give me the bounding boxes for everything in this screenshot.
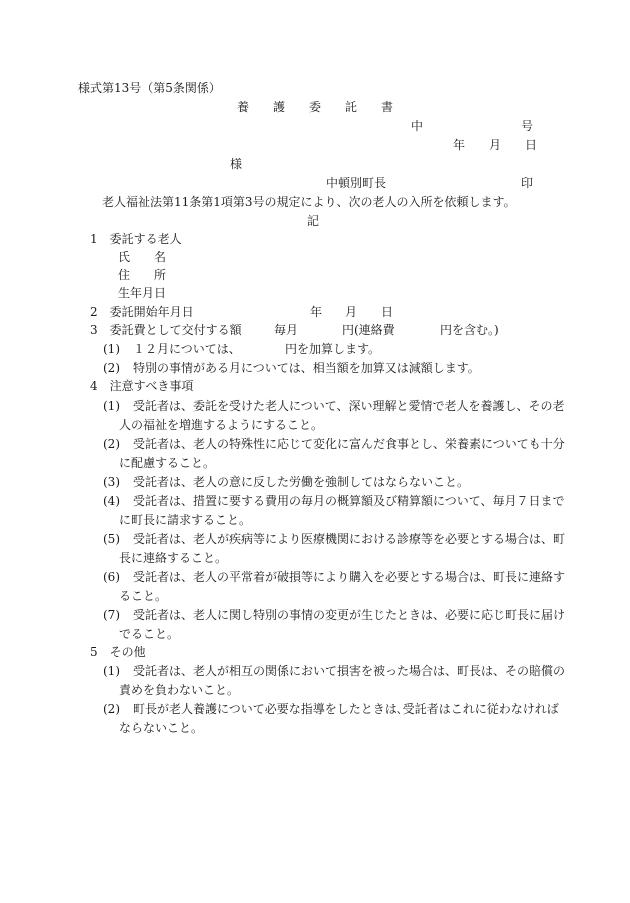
s4-item3-line1: 受託者は、老人の意に反した労働を強制してはならないこと。 [133, 475, 470, 489]
date-line: 年 月 日 [453, 138, 538, 152]
s4-item6-number: (6) [103, 570, 120, 584]
number-suffix: 号 [521, 119, 534, 133]
yen-fukumu-label: 円を含む。) [440, 323, 499, 337]
issuer-name: 中頓別町長 [326, 176, 387, 190]
start-month-label: 月 [345, 305, 358, 319]
form-label: 様式第13号（第5条関係） [78, 81, 221, 95]
addressee-suffix: 様 [230, 157, 243, 171]
section3-heading: 3 委託費として交付する額 [90, 323, 242, 337]
s5-item2-number: (2) [103, 702, 120, 716]
s5-item2-line2: ならないこと。 [119, 721, 204, 735]
seal-mark: 印 [521, 176, 534, 190]
section4-heading: 4 注意すべき事項 [90, 379, 194, 393]
s4-item3-number: (3) [103, 475, 120, 489]
s4-item4-line2: に町長に請求すること。 [119, 513, 252, 527]
s4-item2-line1: 受託者は、老人の特殊性に応じて変化に富んだ食事とし、栄養素についても十分 [133, 437, 565, 451]
s4-item2-line2: に配慮すること。 [119, 456, 216, 470]
s3-item2-number: (2) [103, 361, 120, 375]
s4-item2-number: (2) [103, 437, 120, 451]
s4-item4-line1: 受託者は、措置に要する費用の毎月の概算額及び精算額について、毎月７日まで [133, 494, 565, 508]
field-name-label: 氏 名 [118, 250, 167, 264]
monthly-label: 毎月 [274, 323, 299, 337]
s4-item6-line1: 受託者は、老人の平常着が破損等により購入を必要とする場合は、町長に連絡す [133, 570, 566, 584]
start-day-label: 日 [381, 305, 394, 319]
document-title: 養 護 委 託 書 [237, 100, 394, 114]
s5-item1-line1: 受託者は、老人が相互の関係において損害を被った場合は、町長は、その賠償の [133, 664, 566, 678]
field-birth-label: 生年月日 [118, 286, 167, 300]
s3-item2-text: 特別の事情がある月については、相当額を加算又は減額します。 [133, 361, 480, 375]
yen-renraku-label: 円(連絡費 [342, 323, 395, 337]
s4-item5-line2: 長に連絡すること。 [119, 551, 228, 565]
s3-item1-text-a: １２月については、 [133, 342, 241, 356]
s4-item5-line1: 受託者は、老人が疾病等により医療機関における診療等を必要とする場合は、町 [133, 532, 566, 546]
s4-item1-line2: 人の福祉を増進するようにすること。 [119, 418, 324, 432]
s4-item1-number: (1) [103, 399, 120, 413]
s4-item5-number: (5) [103, 532, 120, 546]
s5-item1-line2: 責めを負わないこと。 [119, 683, 240, 697]
s4-item6-line2: ること。 [119, 589, 168, 603]
section2-heading: 2 委託開始年月日 [90, 305, 194, 319]
start-year-label: 年 [310, 305, 323, 319]
field-address-label: 住 所 [118, 268, 167, 282]
s5-item1-number: (1) [103, 664, 120, 678]
intro-text: 老人福祉法第11条第1項第3号の規定により、次の老人の入所を依頼します。 [102, 195, 516, 209]
s3-item1-text-b: 円を加算します。 [285, 342, 381, 356]
s4-item4-number: (4) [103, 494, 120, 508]
section5-heading: 5 その他 [90, 645, 146, 659]
s4-item1-line1: 受託者は、委託を受けた老人について、深い理解と愛情で老人を養護し、その老 [133, 399, 565, 413]
ki-heading: 記 [307, 214, 320, 228]
s3-item1-number: (1) [103, 342, 120, 356]
number-prefix: 中 [411, 119, 424, 133]
section1-heading: 1 委託する老人 [90, 232, 182, 246]
s4-item7-line1: 受託者は、老人に関し特別の事情の変更が生じたときは、必要に応じ町長に届け [133, 608, 566, 622]
s5-item2-line1: 町長が老人養護について必要な指導をしたときは､受託者はこれに従わなければ [133, 702, 559, 716]
s4-item7-number: (7) [103, 608, 120, 622]
s4-item7-line2: でること。 [119, 627, 180, 641]
